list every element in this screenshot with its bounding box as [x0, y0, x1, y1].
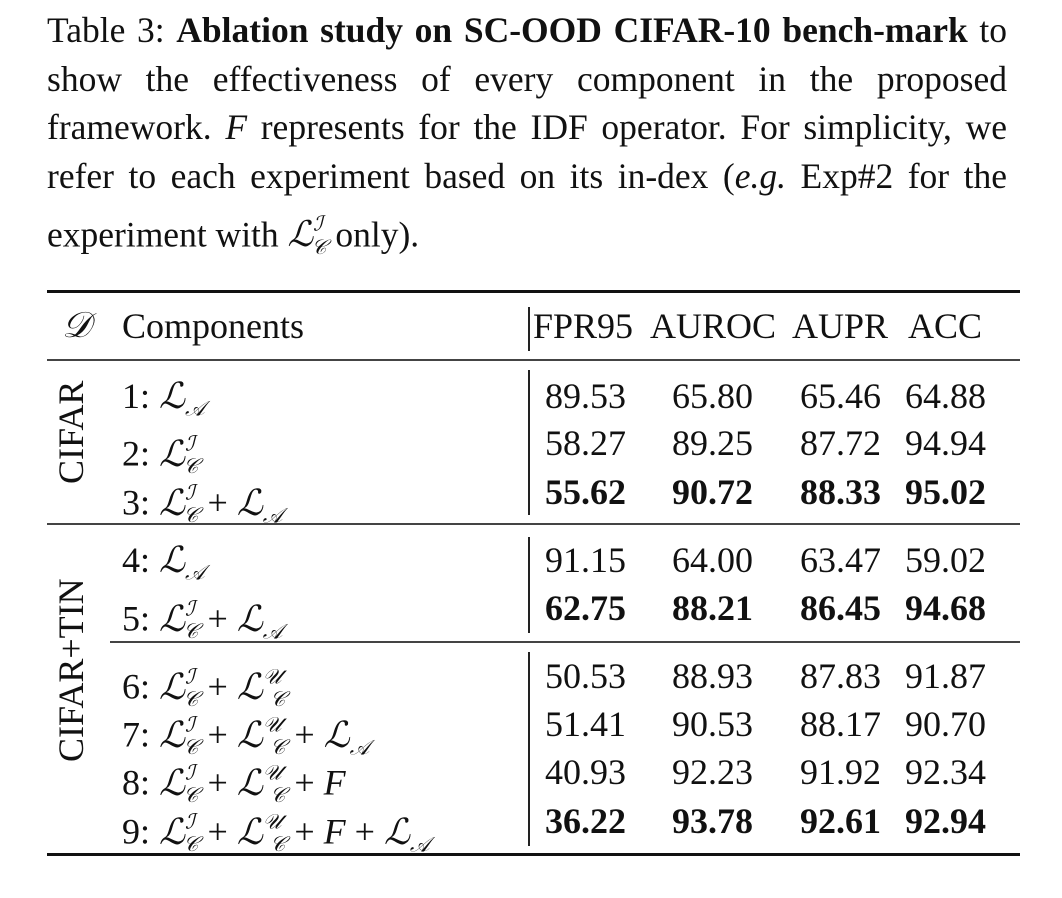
row-index: 1: — [122, 376, 151, 416]
table-row-2-component: 2: ℒ$^ℐ_𝒞$ — [122, 431, 199, 478]
header-components: Components — [122, 306, 305, 346]
cell-row-7-auroc: 90.53 — [672, 704, 753, 744]
cell-row-6-fpr95: 50.53 — [545, 656, 626, 696]
row-index: 9: — [122, 811, 151, 852]
row-index: 3: — [122, 482, 151, 523]
row-index: 8: — [122, 762, 151, 803]
caption-math-lci: ℒ$^ℐ_𝒞$ — [287, 212, 327, 259]
table-top-rule — [47, 290, 1020, 293]
row-index: 5: — [122, 598, 151, 639]
table-row-6-component: 6: ℒ$^ℐ_𝒞$ + ℒ$^𝒰_𝒞$ — [122, 664, 286, 711]
table-row-1-component: 1: ℒ$_𝒜$ — [122, 376, 205, 421]
cell-row-4-fpr95: 91.15 — [545, 540, 626, 580]
row-index: 7: — [122, 714, 151, 755]
cell-row-2-acc: 94.94 — [905, 423, 986, 463]
table-row-5-component: 5: ℒ$^ℐ_𝒞$ + ℒ$_𝒜$ — [122, 596, 283, 643]
cell-row-3-fpr95: 55.62 — [545, 472, 626, 512]
group2b-vline — [528, 652, 530, 846]
table-row-9-component: 9: ℒ$^ℐ_𝒞$ + ℒ$^𝒰_𝒞$ + F + ℒ$_𝒜$ — [122, 809, 430, 856]
cell-row-1-auroc: 65.80 — [672, 376, 753, 416]
caption-bold-title: Ablation study on SC-OOD CIFAR-10 bench-mark — [176, 10, 968, 50]
cell-row-6-acc: 91.87 — [905, 656, 986, 696]
cell-row-5-acc: 94.68 — [905, 588, 986, 628]
row-index: 6: — [122, 666, 151, 707]
row-index: 4: — [122, 540, 151, 580]
cell-row-4-acc: 59.02 — [905, 540, 986, 580]
cell-row-8-fpr95: 40.93 — [545, 752, 626, 792]
cell-row-3-acc: 95.02 — [905, 472, 986, 512]
header-fpr95: FPR95 — [533, 306, 634, 346]
cell-row-3-auroc: 90.72 — [672, 472, 753, 512]
cell-row-8-acc: 92.34 — [905, 752, 986, 792]
cell-row-7-fpr95: 51.41 — [545, 704, 626, 744]
caption-text-3: Exp#2 for the experiment with — [47, 155, 1007, 255]
group-label-cifar: CIFAR — [51, 380, 91, 484]
cell-row-1-acc: 64.88 — [905, 376, 986, 416]
cell-row-7-aupr: 88.17 — [800, 704, 881, 744]
header-vline — [528, 307, 530, 351]
cell-row-6-auroc: 88.93 — [672, 656, 753, 696]
group2a-vline — [528, 537, 530, 633]
cell-row-9-acc: 92.94 — [905, 801, 986, 841]
table-row-7-component: 7: ℒ$^ℐ_𝒞$ + ℒ$^𝒰_𝒞$ + ℒ$_𝒜$ — [122, 712, 370, 759]
group1-vline — [528, 370, 530, 515]
cell-row-6-aupr: 87.83 — [800, 656, 881, 696]
cell-row-8-auroc: 92.23 — [672, 752, 753, 792]
cell-row-4-auroc: 64.00 — [672, 540, 753, 580]
cell-row-9-auroc: 93.78 — [672, 801, 753, 841]
header-dataset: 𝒟 — [62, 305, 91, 346]
cell-row-2-fpr95: 58.27 — [545, 423, 626, 463]
caption-text-4: only). — [335, 214, 420, 255]
cell-row-9-aupr: 92.61 — [800, 801, 881, 841]
header-acc: ACC — [908, 306, 983, 346]
cell-row-1-fpr95: 89.53 — [545, 376, 626, 416]
cell-row-7-acc: 90.70 — [905, 704, 986, 744]
header-auroc: AUROC — [650, 306, 777, 346]
row-index: 2: — [122, 433, 151, 474]
table-caption — [47, 6, 1007, 271]
table-row-8-component: 8: ℒ$^ℐ_𝒞$ + ℒ$^𝒰_𝒞$ + F — [122, 760, 346, 807]
cell-row-9-fpr95: 36.22 — [545, 801, 626, 841]
cell-row-2-auroc: 89.25 — [672, 423, 753, 463]
cell-row-5-auroc: 88.21 — [672, 588, 753, 628]
group-label-cifar-tin: CIFAR+TIN — [51, 578, 91, 762]
cell-row-8-aupr: 91.92 — [800, 752, 881, 792]
caption-text-1: to show the effectiveness of every component in the proposed framework. — [47, 10, 1008, 147]
cell-row-5-fpr95: 62.75 — [545, 588, 626, 628]
header-aupr: AUPR — [792, 306, 889, 346]
caption-symbol-f: F — [225, 107, 248, 147]
caption-label: Table 3: — [47, 10, 165, 50]
cell-row-1-aupr: 65.46 — [800, 376, 881, 416]
caption-eg: e.g. — [734, 155, 787, 196]
cell-row-5-aupr: 86.45 — [800, 588, 881, 628]
header-rule — [47, 359, 1020, 361]
table-row-3-component: 3: ℒ$^ℐ_𝒞$ + ℒ$_𝒜$ — [122, 480, 283, 527]
cell-row-3-aupr: 88.33 — [800, 472, 881, 512]
caption-text-2: represents for the IDF operator. For simplicity, we refer to each experiment based on its in-dex ( — [47, 107, 1008, 196]
cell-row-2-aupr: 87.72 — [800, 423, 881, 463]
table-row-4-component: 4: ℒ$_𝒜$ — [122, 540, 205, 585]
cell-row-4-aupr: 63.47 — [800, 540, 881, 580]
